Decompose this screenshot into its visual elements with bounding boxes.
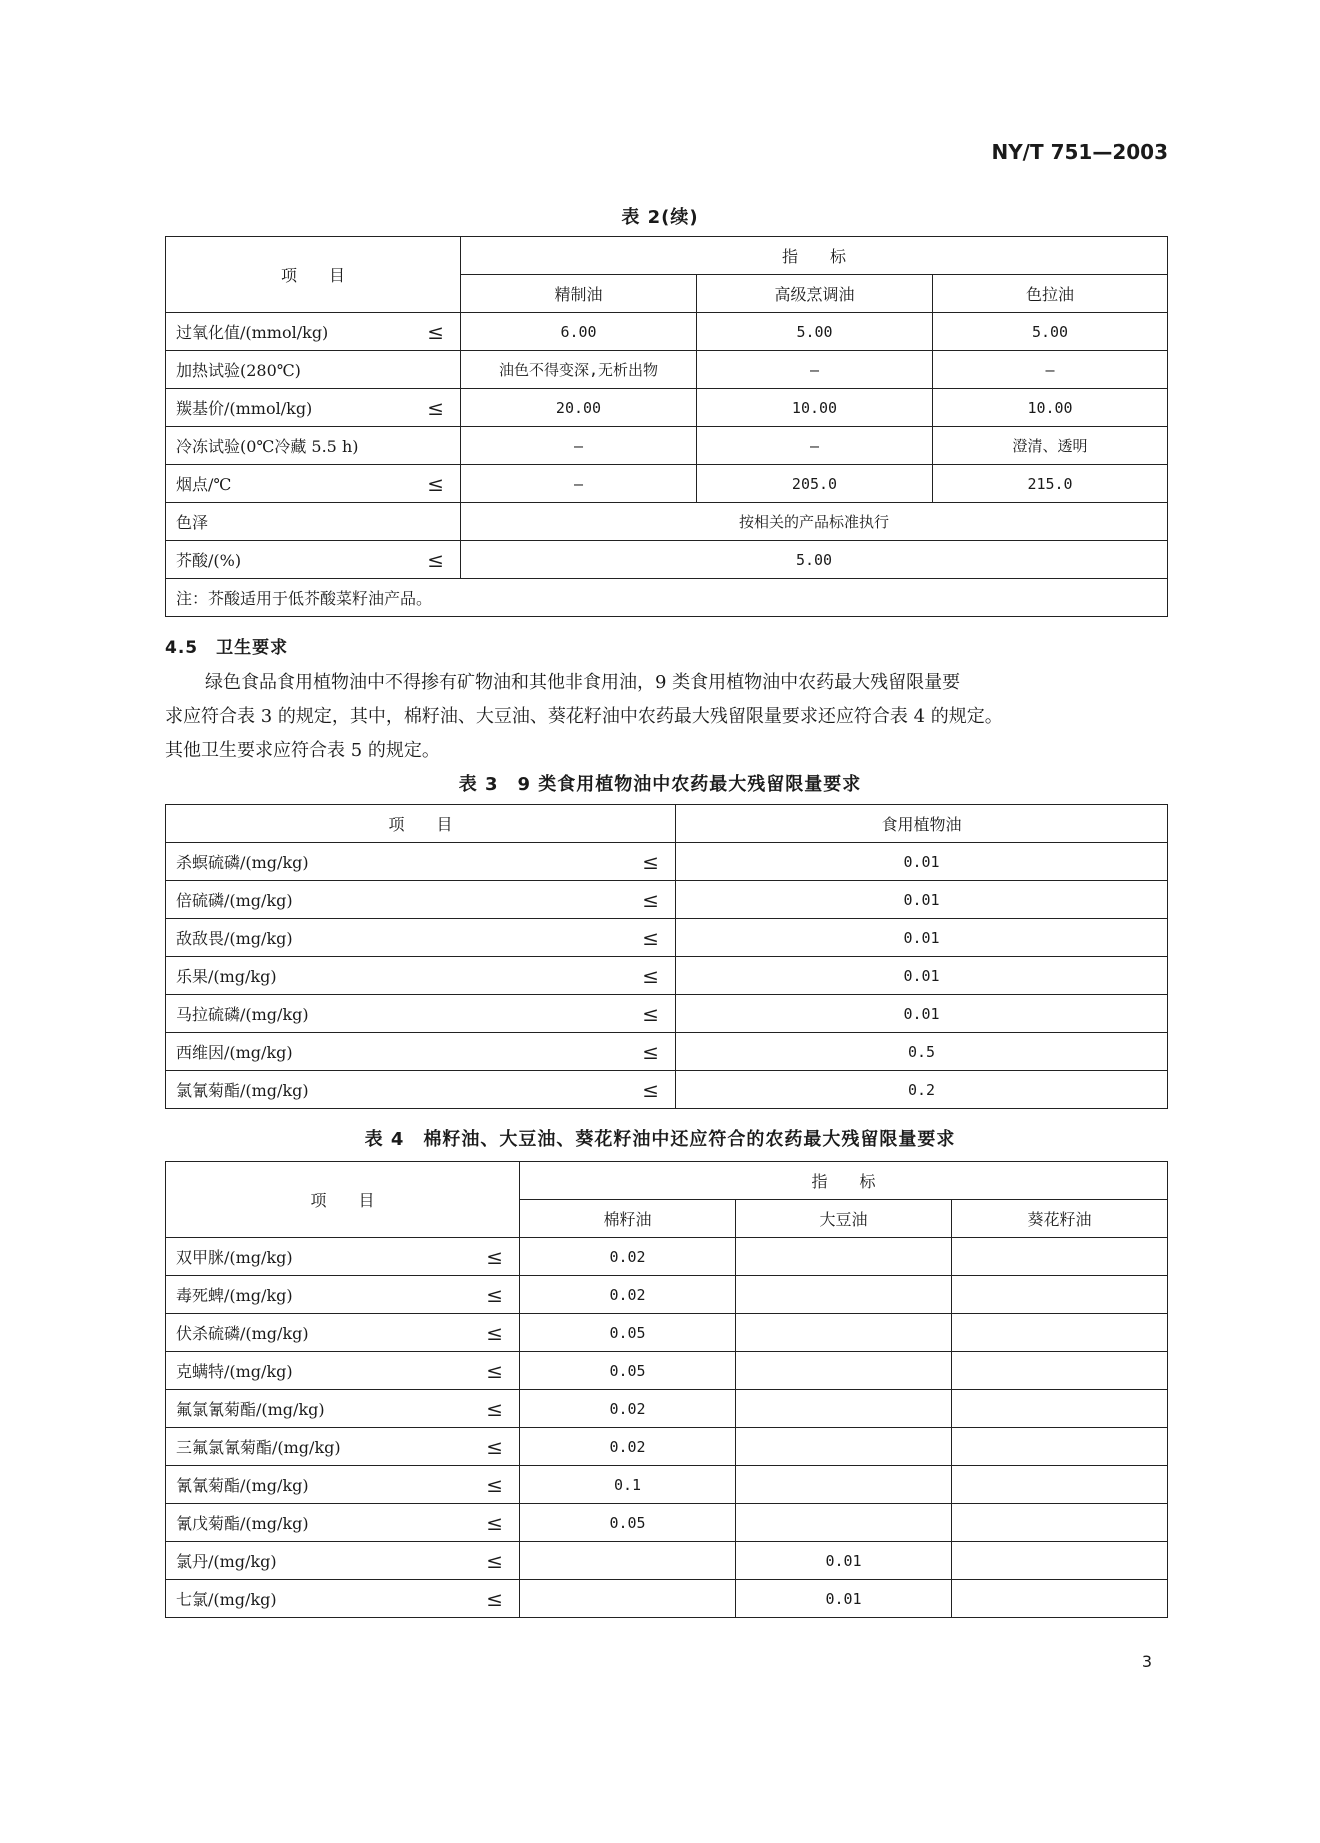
table4	[165, 1161, 1168, 1618]
table2-column-header: 色拉油	[933, 275, 1168, 313]
less-or-equal-symbol: ≤	[427, 395, 444, 420]
table3-row-label-row	[176, 850, 665, 874]
table4-row-label: 七氯/(mg/kg)	[176, 1590, 277, 1609]
less-or-equal-symbol: ≤	[486, 1358, 503, 1383]
section-number: 4.5	[165, 638, 199, 658]
less-or-equal-symbol: ≤	[486, 1434, 503, 1459]
table2-row-label-row	[176, 396, 450, 420]
table4-value-cell	[736, 1428, 952, 1466]
table3-value-cell: 0.5	[676, 1033, 1168, 1071]
table2-merged-row-label: 芥酸/(%)	[176, 551, 242, 570]
less-or-equal-symbol: ≤	[486, 1320, 503, 1345]
table3-value-cell: 0.01	[676, 919, 1168, 957]
table2-note-row	[166, 579, 1168, 617]
less-or-equal-symbol: ≤	[427, 471, 444, 496]
table4-row-label: 伏杀硫磷/(mg/kg)	[176, 1324, 309, 1343]
table2-merged-row-label-row	[176, 510, 450, 533]
table-row	[166, 1276, 1168, 1314]
paragraph-line	[165, 666, 1165, 700]
table-row	[166, 541, 1168, 579]
table3-value-header: 食用植物油	[676, 805, 1168, 843]
table2-note: 注：芥酸适用于低芥酸菜籽油产品。	[166, 579, 1168, 617]
table4-value-cell: 0.01	[736, 1542, 952, 1580]
table3-row-label-cell	[166, 1033, 676, 1071]
table3-value-cell: 0.01	[676, 843, 1168, 881]
table-row	[166, 1466, 1168, 1504]
table4-column-header: 大豆油	[736, 1200, 952, 1238]
table4-row-label-row	[176, 1283, 509, 1307]
table-row	[166, 465, 1168, 503]
less-or-equal-symbol: ≤	[642, 1077, 659, 1102]
table4-row-label: 氰戊菊酯/(mg/kg)	[176, 1514, 309, 1533]
table4-item-header: 项 目	[166, 1162, 520, 1238]
table2-value-cell: —	[461, 465, 697, 503]
table4-row-label: 氰氰菊酯/(mg/kg)	[176, 1476, 309, 1495]
table-row	[166, 1542, 1168, 1580]
table3-value-cell: 0.01	[676, 995, 1168, 1033]
table2-value-cell: —	[461, 427, 697, 465]
table4-value-cell	[520, 1542, 736, 1580]
table4-row-label-cell	[166, 1238, 520, 1276]
table2-merged-row-label-row	[176, 548, 450, 572]
table2-value-cell: —	[933, 351, 1168, 389]
table4-row-label-row	[176, 1435, 509, 1459]
table3-item-header: 项 目	[166, 805, 676, 843]
table4-value-cell	[952, 1542, 1168, 1580]
table4-row-label-cell	[166, 1580, 520, 1618]
table-row	[166, 1071, 1168, 1109]
table2-row-label-cell	[166, 351, 461, 389]
table4-value-cell	[736, 1238, 952, 1276]
paragraph-line	[165, 700, 1165, 734]
less-or-equal-symbol: ≤	[486, 1396, 503, 1421]
table2-group-header: 指 标	[461, 237, 1168, 275]
table4-value-cell: 0.02	[520, 1390, 736, 1428]
table4-row-label-cell	[166, 1276, 520, 1314]
table4-column-header: 葵花籽油	[952, 1200, 1168, 1238]
paragraph-line-text: 其他卫生要求应符合表 5 的规定。	[165, 740, 440, 761]
less-or-equal-symbol: ≤	[642, 887, 659, 912]
table2-value-cell: 10.00	[933, 389, 1168, 427]
table3-row-label: 杀螟硫磷/(mg/kg)	[176, 853, 309, 872]
table4-row-label-cell	[166, 1428, 520, 1466]
table2-item-header: 项 目	[166, 237, 461, 313]
table3-row-label-cell	[166, 957, 676, 995]
table2-value-cell: —	[697, 351, 933, 389]
table-row	[166, 843, 1168, 881]
table2-row-label-cell	[166, 389, 461, 427]
table4-row-label: 克螨特/(mg/kg)	[176, 1362, 293, 1381]
table4-value-cell	[736, 1504, 952, 1542]
table-row	[166, 389, 1168, 427]
table2-row-label-row	[176, 320, 450, 344]
table2-merged-value-cell: 按相关的产品标准执行	[461, 503, 1168, 541]
table3-row-label-row	[176, 1040, 665, 1064]
table-row	[166, 1033, 1168, 1071]
table-row	[166, 503, 1168, 541]
table3-value-cell: 0.01	[676, 957, 1168, 995]
table2-merged-row-label-cell	[166, 541, 461, 579]
table-row	[166, 351, 1168, 389]
table3-header-row	[166, 805, 1168, 843]
table2-value-cell: 5.00	[933, 313, 1168, 351]
table4-row-label-cell	[166, 1542, 520, 1580]
section-paragraph	[165, 666, 1165, 768]
table4-column-header: 棉籽油	[520, 1200, 736, 1238]
less-or-equal-symbol: ≤	[642, 963, 659, 988]
less-or-equal-symbol: ≤	[642, 925, 659, 950]
table-row	[166, 1352, 1168, 1390]
table4-row-label-row	[176, 1511, 509, 1535]
table4-row-label-row	[176, 1245, 509, 1269]
less-or-equal-symbol: ≤	[486, 1472, 503, 1497]
table4-caption: 表 4 棉籽油、大豆油、葵花籽油中还应符合的农药最大残留限量要求	[364, 1129, 956, 1150]
table4-value-cell	[736, 1466, 952, 1504]
table-row	[166, 1504, 1168, 1542]
table4-row-label: 毒死蜱/(mg/kg)	[176, 1286, 293, 1305]
table2-value-cell: 6.00	[461, 313, 697, 351]
table3-row-label-row	[176, 1002, 665, 1026]
less-or-equal-symbol: ≤	[642, 849, 659, 874]
less-or-equal-symbol: ≤	[486, 1548, 503, 1573]
table2-row-label: 加热试验(280℃)	[176, 361, 301, 380]
table2-value-cell: 215.0	[933, 465, 1168, 503]
table4-value-cell	[736, 1390, 952, 1428]
table2-merged-value-cell: 5.00	[461, 541, 1168, 579]
table4-group-header: 指 标	[520, 1162, 1168, 1200]
table3-caption: 表 3 9 类食用植物油中农药最大残留限量要求	[458, 774, 862, 795]
table-row	[166, 427, 1168, 465]
less-or-equal-symbol: ≤	[486, 1244, 503, 1269]
table2-value-cell: 5.00	[697, 313, 933, 351]
table4-row-label: 双甲脒/(mg/kg)	[176, 1248, 293, 1267]
table2-header-row	[166, 237, 1168, 275]
table4-row-label: 三氟氯氰菊酯/(mg/kg)	[176, 1438, 341, 1457]
table4-value-cell: 0.05	[520, 1504, 736, 1542]
section-heading	[165, 633, 288, 658]
table4-value-cell	[952, 1352, 1168, 1390]
table4-value-cell	[952, 1580, 1168, 1618]
table2-value-cell: —	[697, 427, 933, 465]
table2-row-label: 烟点/℃	[176, 475, 232, 494]
table-row	[166, 1390, 1168, 1428]
table2-value-cell: 油色不得变深,无析出物	[461, 351, 697, 389]
table3-row-label-row	[176, 964, 665, 988]
table3-row-label: 氯氰菊酯/(mg/kg)	[176, 1081, 309, 1100]
table4-value-cell	[520, 1580, 736, 1618]
table2-row-label: 羰基价/(mmol/kg)	[176, 399, 313, 418]
less-or-equal-symbol: ≤	[427, 319, 444, 344]
table2-column-header: 精制油	[461, 275, 697, 313]
table4-value-cell: 0.05	[520, 1352, 736, 1390]
table2-row-label-cell	[166, 427, 461, 465]
table-row	[166, 1580, 1168, 1618]
table4-value-cell: 0.1	[520, 1466, 736, 1504]
table4-value-cell	[736, 1314, 952, 1352]
table-row	[166, 313, 1168, 351]
table4-header-row	[166, 1162, 1168, 1200]
table4-row-label-row	[176, 1321, 509, 1345]
table2-value-cell: 澄清、透明	[933, 427, 1168, 465]
table2-merged-row-label: 色泽	[176, 513, 209, 532]
table4-row-label-cell	[166, 1504, 520, 1542]
table4-value-cell: 0.01	[736, 1580, 952, 1618]
table4-value-cell	[736, 1276, 952, 1314]
table3-row-label: 马拉硫磷/(mg/kg)	[176, 1005, 309, 1024]
table-row	[166, 1314, 1168, 1352]
table4-row-label-row	[176, 1397, 509, 1421]
paragraph-line	[165, 734, 1165, 768]
table3-row-label-cell	[166, 843, 676, 881]
table4-value-cell	[952, 1466, 1168, 1504]
table2-value-cell: 205.0	[697, 465, 933, 503]
table2-row-label-row	[176, 434, 450, 457]
table-row	[166, 881, 1168, 919]
table4-row-label-row	[176, 1549, 509, 1573]
table4-value-cell	[952, 1314, 1168, 1352]
table3-value-cell: 0.2	[676, 1071, 1168, 1109]
paragraph-line-text: 求应符合表 3 的规定，其中，棉籽油、大豆油、葵花籽油中农药最大残留限量要求还应符合表 4 的规定。	[165, 706, 1003, 727]
table3-row-label-row	[176, 1078, 665, 1102]
section-title: 卫生要求	[216, 638, 289, 658]
table2-value-cell: 10.00	[697, 389, 933, 427]
table3-row-label-row	[176, 888, 665, 912]
table2-merged-row-label-cell	[166, 503, 461, 541]
paragraph-line-text: 绿色食品食用植物油中不得掺有矿物油和其他非食用油，9 类食用植物油中农药最大残留限量要	[205, 672, 961, 693]
table2-row-label: 冷冻试验(0℃冷藏 5.5 h)	[176, 437, 359, 456]
table3-row-label: 敌敌畏/(mg/kg)	[176, 929, 293, 948]
table4-row-label-cell	[166, 1466, 520, 1504]
table2-row-label-cell	[166, 313, 461, 351]
table3-row-label-cell	[166, 881, 676, 919]
table4-value-cell: 0.02	[520, 1428, 736, 1466]
table-row	[166, 957, 1168, 995]
table4-value-cell	[952, 1428, 1168, 1466]
table4-row-label: 氟氯氰菊酯/(mg/kg)	[176, 1400, 325, 1419]
table3-row-label: 西维因/(mg/kg)	[176, 1043, 293, 1062]
less-or-equal-symbol: ≤	[486, 1510, 503, 1535]
table-row	[166, 1428, 1168, 1466]
table2-column-header: 高级烹调油	[697, 275, 933, 313]
table3-row-label-cell	[166, 919, 676, 957]
table4-value-cell: 0.02	[520, 1276, 736, 1314]
table4-value-cell: 0.02	[520, 1238, 736, 1276]
table4-row-label-cell	[166, 1314, 520, 1352]
table4-value-cell	[952, 1390, 1168, 1428]
table2	[165, 236, 1168, 617]
table4-row-label: 氯丹/(mg/kg)	[176, 1552, 277, 1571]
table-row	[166, 995, 1168, 1033]
table3-row-label: 乐果/(mg/kg)	[176, 967, 277, 986]
table4-row-label-cell	[166, 1352, 520, 1390]
table2-value-cell: 20.00	[461, 389, 697, 427]
table3-row-label-row	[176, 926, 665, 950]
table4-value-cell: 0.05	[520, 1314, 736, 1352]
table3-row-label-cell	[166, 1071, 676, 1109]
table4-value-cell	[952, 1276, 1168, 1314]
table4-row-label-row	[176, 1473, 509, 1497]
table4-value-cell	[952, 1504, 1168, 1542]
table2-row-label-row	[176, 358, 450, 381]
less-or-equal-symbol: ≤	[642, 1001, 659, 1026]
table2-row-label-cell	[166, 465, 461, 503]
standard-number: NY/T 751—2003	[991, 140, 1168, 164]
less-or-equal-symbol: ≤	[486, 1586, 503, 1611]
table4-row-label-cell	[166, 1390, 520, 1428]
less-or-equal-symbol: ≤	[427, 547, 444, 572]
table2-row-label-row	[176, 472, 450, 496]
table2-caption: 表 2(续)	[621, 207, 699, 228]
table4-row-label-row	[176, 1359, 509, 1383]
page-number: 3	[1141, 1652, 1152, 1671]
table4-value-cell	[736, 1352, 952, 1390]
table3-row-label: 倍硫磷/(mg/kg)	[176, 891, 293, 910]
table-row	[166, 919, 1168, 957]
table-row	[166, 1238, 1168, 1276]
table4-value-cell	[952, 1238, 1168, 1276]
table4-row-label-row	[176, 1587, 509, 1611]
less-or-equal-symbol: ≤	[642, 1039, 659, 1064]
less-or-equal-symbol: ≤	[486, 1282, 503, 1307]
table2-row-label: 过氧化值/(mmol/kg)	[176, 323, 329, 342]
table3-value-cell: 0.01	[676, 881, 1168, 919]
table3-row-label-cell	[166, 995, 676, 1033]
table3	[165, 804, 1168, 1109]
